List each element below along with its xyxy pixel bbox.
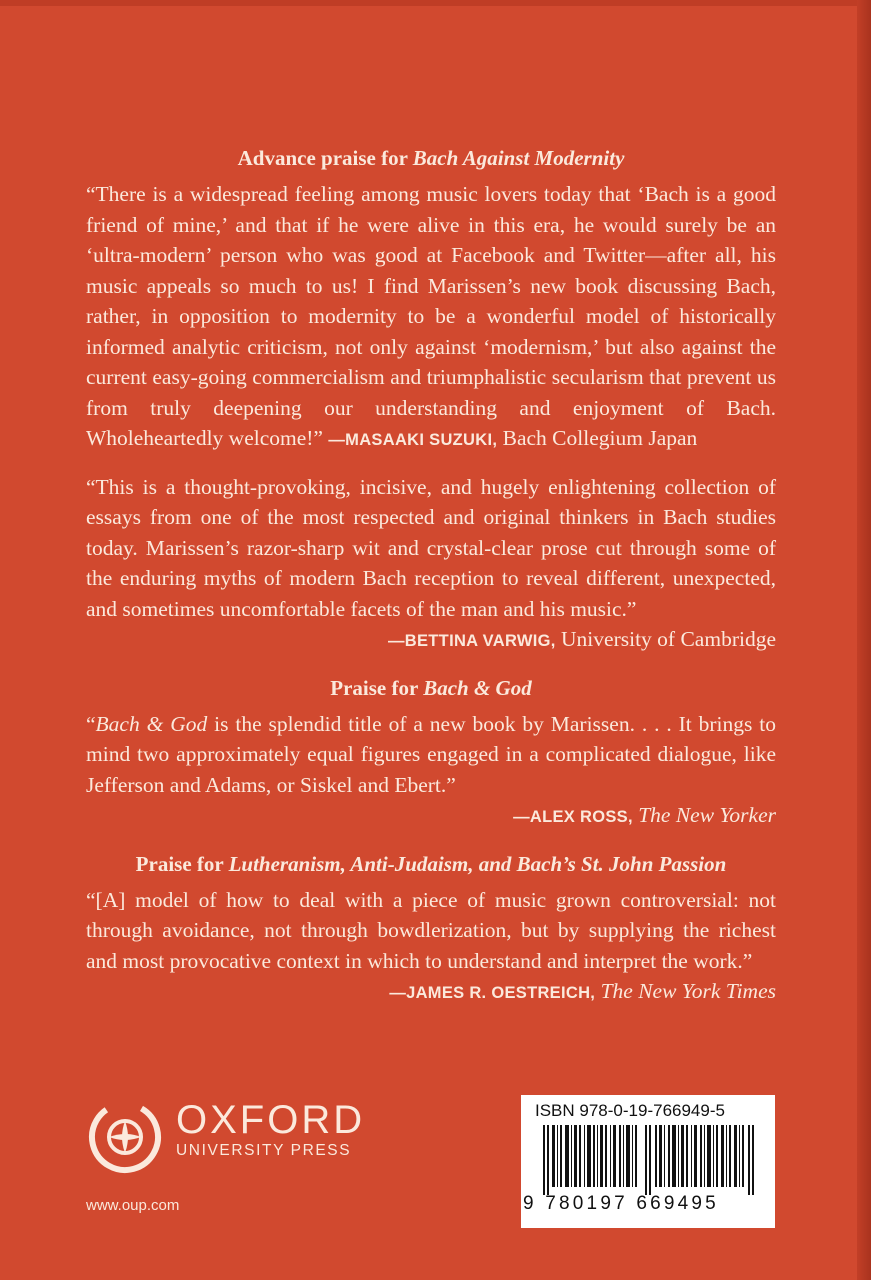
- quote-affiliation: The New Yorker: [638, 803, 776, 827]
- barcode-bars: [543, 1125, 758, 1195]
- quote-author: —BETTINA VARWIG,: [387, 632, 556, 650]
- quote-author: —ALEX ROSS,: [513, 808, 633, 826]
- quote-book-title: Bach & God: [95, 711, 208, 736]
- spine-edge: [857, 0, 871, 1280]
- quote-text: “[A] model of how to deal with a piece of music grown controversial: not through avoidance, not through bowdlerization, but by supplying the richest and most provocative context in which to understand and interpret the work.”: [86, 887, 776, 973]
- quote-oestreich: [86, 885, 776, 1009]
- oup-circle-logo-icon: [86, 1098, 164, 1176]
- quote-text: “There is a widespread feeling among music lovers today that ‘Bach is a good friend of mine,’ and that if he were alive in this era, he would surely be an ‘ultra-modern’ person who was good at Facebook and Twitter—after all, his music appeals so much to us! I find Marissen’s new book discussing Bach, rather, in opposition to modernity to be a wonderful model of historically informed analytic criticism, not only against ‘modernism,’ but also against the current easy-going commercialism and triumphalistic secularism that prevent us from truly deepening our understanding and enjoyment of Bach. Wholeheartedly welcome!”: [86, 182, 776, 450]
- advance-praise-heading: Advance praise for Bach Against Modernity: [237, 146, 625, 170]
- quote-author: —JAMES R. OESTREICH,: [389, 984, 596, 1002]
- quote-affiliation: The New York Times: [600, 979, 776, 1003]
- publisher-subname: UNIVERSITY PRESS: [176, 1142, 352, 1159]
- top-edge: [0, 0, 871, 6]
- oup-logo: [86, 1098, 386, 1178]
- quote-ross: “Bach & God is the splendid title of a new book by Marissen. . . . It brings to mind two approximately equal figures engaged in a complicated dialogue, like Jefferson and Adams, or Siskel and Ebert.” —ALEX ROSS, The New Yorker: [86, 711, 776, 827]
- quote-suzuki: [86, 179, 776, 456]
- bach-god-praise-heading: Praise for Bach & God: [330, 675, 532, 700]
- praise-content: [86, 143, 776, 1025]
- quote-affiliation: University of Cambridge: [561, 627, 776, 651]
- publisher-website: www.oup.com: [86, 1197, 180, 1214]
- isbn-label: ISBN 978-0-19-766949-5: [535, 1101, 725, 1120]
- quote-varwig: [86, 472, 776, 657]
- isbn-barcode: [521, 1095, 775, 1228]
- publisher-name: OXFORD: [176, 1098, 366, 1142]
- quote-text: is the splendid title of a new book by Marissen. . . . It brings to mind two approximately equal figures engaged in a complicated dialogue, like Jefferson and Adams, or Siskel and Ebert.”: [86, 711, 776, 797]
- quote-affiliation: Bach Collegium Japan: [502, 426, 698, 450]
- lutheranism-praise-heading: Praise for Lutheranism, Anti-Judaism, and Bach’s St. John Passion: [135, 851, 727, 876]
- quote-author: —MASAAKI SUZUKI,: [328, 431, 498, 449]
- barcode-digits: 9 780197 669495: [523, 1193, 719, 1214]
- quote-text: “This is a thought-provoking, incisive, and hugely enlightening collection of essays from one of the most respected and original thinkers in Bach studies today. Marissen’s razor-sharp wit and crystal-clear prose cut through some of the enduring myths of modern Bach reception to reveal different, unexpected, and sometimes uncomfortable facets of the man and his music.”: [86, 474, 776, 621]
